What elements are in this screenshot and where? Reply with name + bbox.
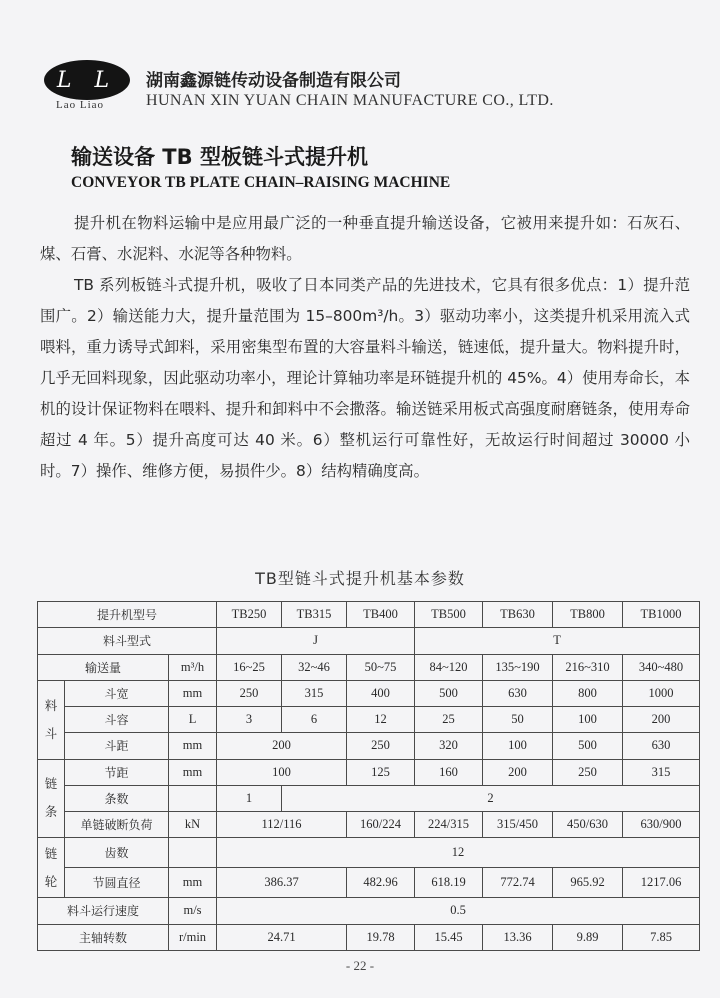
value-cell: 315	[282, 680, 347, 706]
unit-cell: mm	[169, 680, 217, 706]
table-row	[38, 838, 700, 868]
unit-cell: mm	[169, 868, 217, 898]
value-cell: 125	[347, 759, 415, 785]
table-row	[38, 785, 700, 811]
value-cell: 450/630	[553, 812, 623, 838]
value-cell: 315/450	[483, 812, 553, 838]
model-cell: TB800	[553, 602, 623, 628]
value-cell: 84~120	[415, 654, 483, 680]
value-cell: 340~480	[623, 654, 700, 680]
unit-cell: mm	[169, 733, 217, 759]
value-cell: 160/224	[347, 812, 415, 838]
row-label: 节圆直径	[65, 868, 169, 898]
row-label: 单链破断负荷	[65, 812, 169, 838]
table-row	[38, 602, 700, 628]
value-cell: 7.85	[623, 924, 700, 950]
value-cell: 9.89	[553, 924, 623, 950]
article-title-en: CONVEYOR TB PLATE CHAIN–RAISING MACHINE	[71, 174, 451, 191]
value-cell: 800	[553, 680, 623, 706]
unit-cell: L	[169, 707, 217, 733]
value-cell: 100	[217, 759, 347, 785]
parameters-table	[37, 601, 700, 951]
model-cell: TB630	[483, 602, 553, 628]
value-cell: 200	[623, 707, 700, 733]
value-cell: 320	[415, 733, 483, 759]
value-cell: 224/315	[415, 812, 483, 838]
table-row	[38, 733, 700, 759]
row-label: 主轴转数	[38, 924, 169, 950]
group-label-hopper: 料 斗	[38, 680, 65, 759]
header-model-label: 提升机型号	[38, 602, 217, 628]
table-row	[38, 680, 700, 706]
row-label: 条数	[65, 785, 169, 811]
table-row	[38, 759, 700, 785]
value-cell: 400	[347, 680, 415, 706]
value-cell: 112/116	[217, 812, 347, 838]
row-label: 输送量	[38, 654, 169, 680]
unit-cell: m³/h	[169, 654, 217, 680]
model-cell: TB250	[217, 602, 282, 628]
group-label-sprocket: 链 轮	[38, 838, 65, 898]
model-cell: TB315	[282, 602, 347, 628]
row-label: 斗宽	[65, 680, 169, 706]
value-cell: 250	[217, 680, 282, 706]
value-cell: 315	[623, 759, 700, 785]
value-cell: 1217.06	[623, 868, 700, 898]
table-row	[38, 707, 700, 733]
logo-subtitle: Lao Liao	[56, 99, 105, 111]
value-cell: 386.37	[217, 868, 347, 898]
row-label: 斗距	[65, 733, 169, 759]
table-row	[38, 868, 700, 898]
page-number: - 22 -	[345, 958, 375, 973]
value-cell: 50	[483, 707, 553, 733]
unit-cell	[169, 838, 217, 868]
value-cell: 250	[553, 759, 623, 785]
value-cell: 16~25	[217, 654, 282, 680]
value-cell: 12	[217, 838, 700, 868]
value-cell: J	[217, 628, 415, 654]
value-cell: 1	[217, 785, 282, 811]
value-cell: 3	[217, 707, 282, 733]
table-row	[38, 924, 700, 950]
table-row	[38, 812, 700, 838]
row-label: 斗容	[65, 707, 169, 733]
logo-text: L L	[56, 67, 118, 93]
value-cell: 630	[483, 680, 553, 706]
value-cell: T	[415, 628, 700, 654]
value-cell: 1000	[623, 680, 700, 706]
company-logo	[44, 60, 130, 100]
table-title: TB型链斗式提升机基本参数	[255, 569, 465, 588]
unit-cell: r/min	[169, 924, 217, 950]
value-cell: 24.71	[217, 924, 347, 950]
unit-cell	[169, 785, 217, 811]
value-cell: 2	[282, 785, 700, 811]
value-cell: 618.19	[415, 868, 483, 898]
unit-cell: mm	[169, 759, 217, 785]
unit-cell: kN	[169, 812, 217, 838]
table-row	[38, 654, 700, 680]
row-label: 齿数	[65, 838, 169, 868]
value-cell: 135~190	[483, 654, 553, 680]
features-paragraph: TB 系列板链斗式提升机，吸收了日本同类产品的先进技术，它具有很多优点：1）提升范围广。2）输送能力大，提升量范围为 15–800m³/h。3）驱动功率小，这类提升机采用流入式喂料，重力诱导式卸料，采用密集型布置的大容量料斗输送，链速低，提升量大。物料提升时，几乎无回料现象，因此驱动功率小，理论计算轴功率是环链提升机的 45%。4）使用寿命长，本机的设计保证物料在喂料、提升和卸料中不会撒落。输送链采用板式高强度耐磨链条，使用寿命超过 4 年。5）提升高度可达 40 米。6）整机运行可靠性好，无故运行时间超过 30000 小时。7）操作、维修方便，易损件少。8）结构精确度高。	[40, 276, 690, 480]
value-cell: 19.78	[347, 924, 415, 950]
value-cell: 0.5	[217, 898, 700, 924]
model-cell: TB1000	[623, 602, 700, 628]
value-cell: 25	[415, 707, 483, 733]
value-cell: 200	[217, 733, 347, 759]
group-label-chain: 链 条	[38, 759, 65, 838]
value-cell: 482.96	[347, 868, 415, 898]
value-cell: 160	[415, 759, 483, 785]
row-label: 料斗型式	[38, 628, 217, 654]
value-cell: 500	[415, 680, 483, 706]
intro-paragraph: 提升机在物料运输中是应用最广泛的一种垂直提升输送设备，它被用来提升如：石灰石、煤、石膏、水泥料、水泥等各种物料。	[40, 214, 690, 263]
value-cell: 32~46	[282, 654, 347, 680]
value-cell: 200	[483, 759, 553, 785]
table-row	[38, 898, 700, 924]
model-cell: TB400	[347, 602, 415, 628]
model-cell: TB500	[415, 602, 483, 628]
value-cell: 13.36	[483, 924, 553, 950]
value-cell: 216~310	[553, 654, 623, 680]
value-cell: 772.74	[483, 868, 553, 898]
value-cell: 6	[282, 707, 347, 733]
company-name-cn: 湖南鑫源链传动设备制造有限公司	[146, 71, 401, 91]
value-cell: 15.45	[415, 924, 483, 950]
article-title-cn: 输送设备 TB 型板链斗式提升机	[71, 145, 368, 169]
value-cell: 630/900	[623, 812, 700, 838]
value-cell: 100	[553, 707, 623, 733]
value-cell: 965.92	[553, 868, 623, 898]
value-cell: 50~75	[347, 654, 415, 680]
unit-cell: m/s	[169, 898, 217, 924]
row-label: 料斗运行速度	[38, 898, 169, 924]
company-name-en: HUNAN XIN YUAN CHAIN MANUFACTURE CO., LTD.	[146, 92, 554, 109]
value-cell: 12	[347, 707, 415, 733]
table-row	[38, 628, 700, 654]
row-label: 节距	[65, 759, 169, 785]
value-cell: 630	[623, 733, 700, 759]
value-cell: 100	[483, 733, 553, 759]
value-cell: 250	[347, 733, 415, 759]
value-cell: 500	[553, 733, 623, 759]
